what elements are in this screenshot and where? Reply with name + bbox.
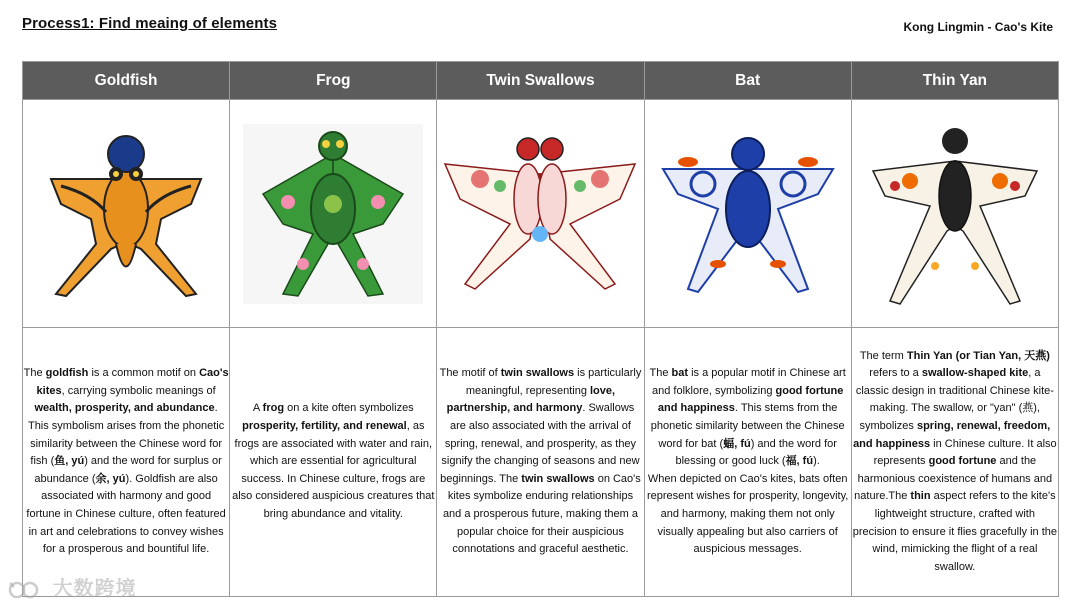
column-header-bat: Bat [644,62,851,100]
description-row [23,328,1059,597]
twin-swallows-kite-icon [440,124,640,304]
image-row [23,100,1059,328]
image-cell-frog [230,100,437,328]
description-bat: The bat is a popular motif in Chinese art and folklore, symbolizing good fortune and happiness. This stems from the phonetic similarity between the Chinese word for bat (蝠, fú) and the word for blessing or good luck (福, fú). When depicted on Cao's kites, bats often represent wishes for prosperity, longevity, and harmony, making them not only visually appealing but also carriers of auspicious messages. [644,328,851,597]
image-cell-twin-swallows [437,100,644,328]
description-twin-swallows: The motif of twin swallows is particularly meaningful, representing love, partnership, and harmony. Swallows are also associated with the arrival of spring, renewal, and prosperity, as they signify the changing of seasons and new beginnings. The twin swallows on Cao's kites symbolize enduring relationships and a prosperous future, making them a popular choice for their auspicious connotations and graceful aesthetic. [437,328,644,597]
frog-kite-icon [243,124,423,304]
column-header-thin-yan: Thin Yan [851,62,1058,100]
watermark [8,572,137,601]
description-frog: A frog on a kite often symbolizes prosperity, fertility, and renewal, as frogs are associated with water and rain, which are essential for agricultural success. In Chinese culture, frogs are also considered auspicious creatures that bring abundance and vitality. [230,328,437,597]
column-header-goldfish: Goldfish [23,62,230,100]
description-thin-yan: The term Thin Yan (or Tian Yan, 天燕) refers to a swallow-shaped kite, a classic design in traditional Chinese kite-making. The swallow, or "yan" (燕), symbolizes spring, renewal, freedom, and happiness in Chinese culture. It also represents good fortune and the harmonious coexistence of humans and nature.The thin aspect refers to the kite's lightweight structure, crafted with precision to ensure it flies gracefully in the wind, mimicking the flight of a real swallow. [851,328,1058,597]
goldfish-kite-icon [36,124,216,304]
watermark-logo-icon [8,579,46,601]
watermark-text: 大数跨境 [52,578,137,600]
column-header-frog: Frog [230,62,437,100]
page-title: Process1: Find meaing of elements [22,15,278,32]
image-cell-thin-yan [851,100,1058,328]
column-header-twin-swallows: Twin Swallows [437,62,644,100]
author-label: Kong Lingmin - Cao's Kite [903,20,1053,34]
description-goldfish: The goldfish is a common motif on Cao's kites, carrying symbolic meanings of wealth, prosperity, and abundance. This symbolism arises from the phonetic similarity between the Chinese word for fish (鱼, yú) and the word for surplus or abundance (余, yú). Goldfish are also associated with harmony and good fortune in Chinese culture, often featured in art and celebrations to convey wishes for a prosperous and bountiful life. [23,328,230,597]
bat-kite-icon [658,124,838,304]
kite-elements-table [22,61,1059,597]
header-row [23,62,1059,100]
thin-yan-kite-icon [865,116,1045,311]
image-cell-bat [644,100,851,328]
image-cell-goldfish [23,100,230,328]
